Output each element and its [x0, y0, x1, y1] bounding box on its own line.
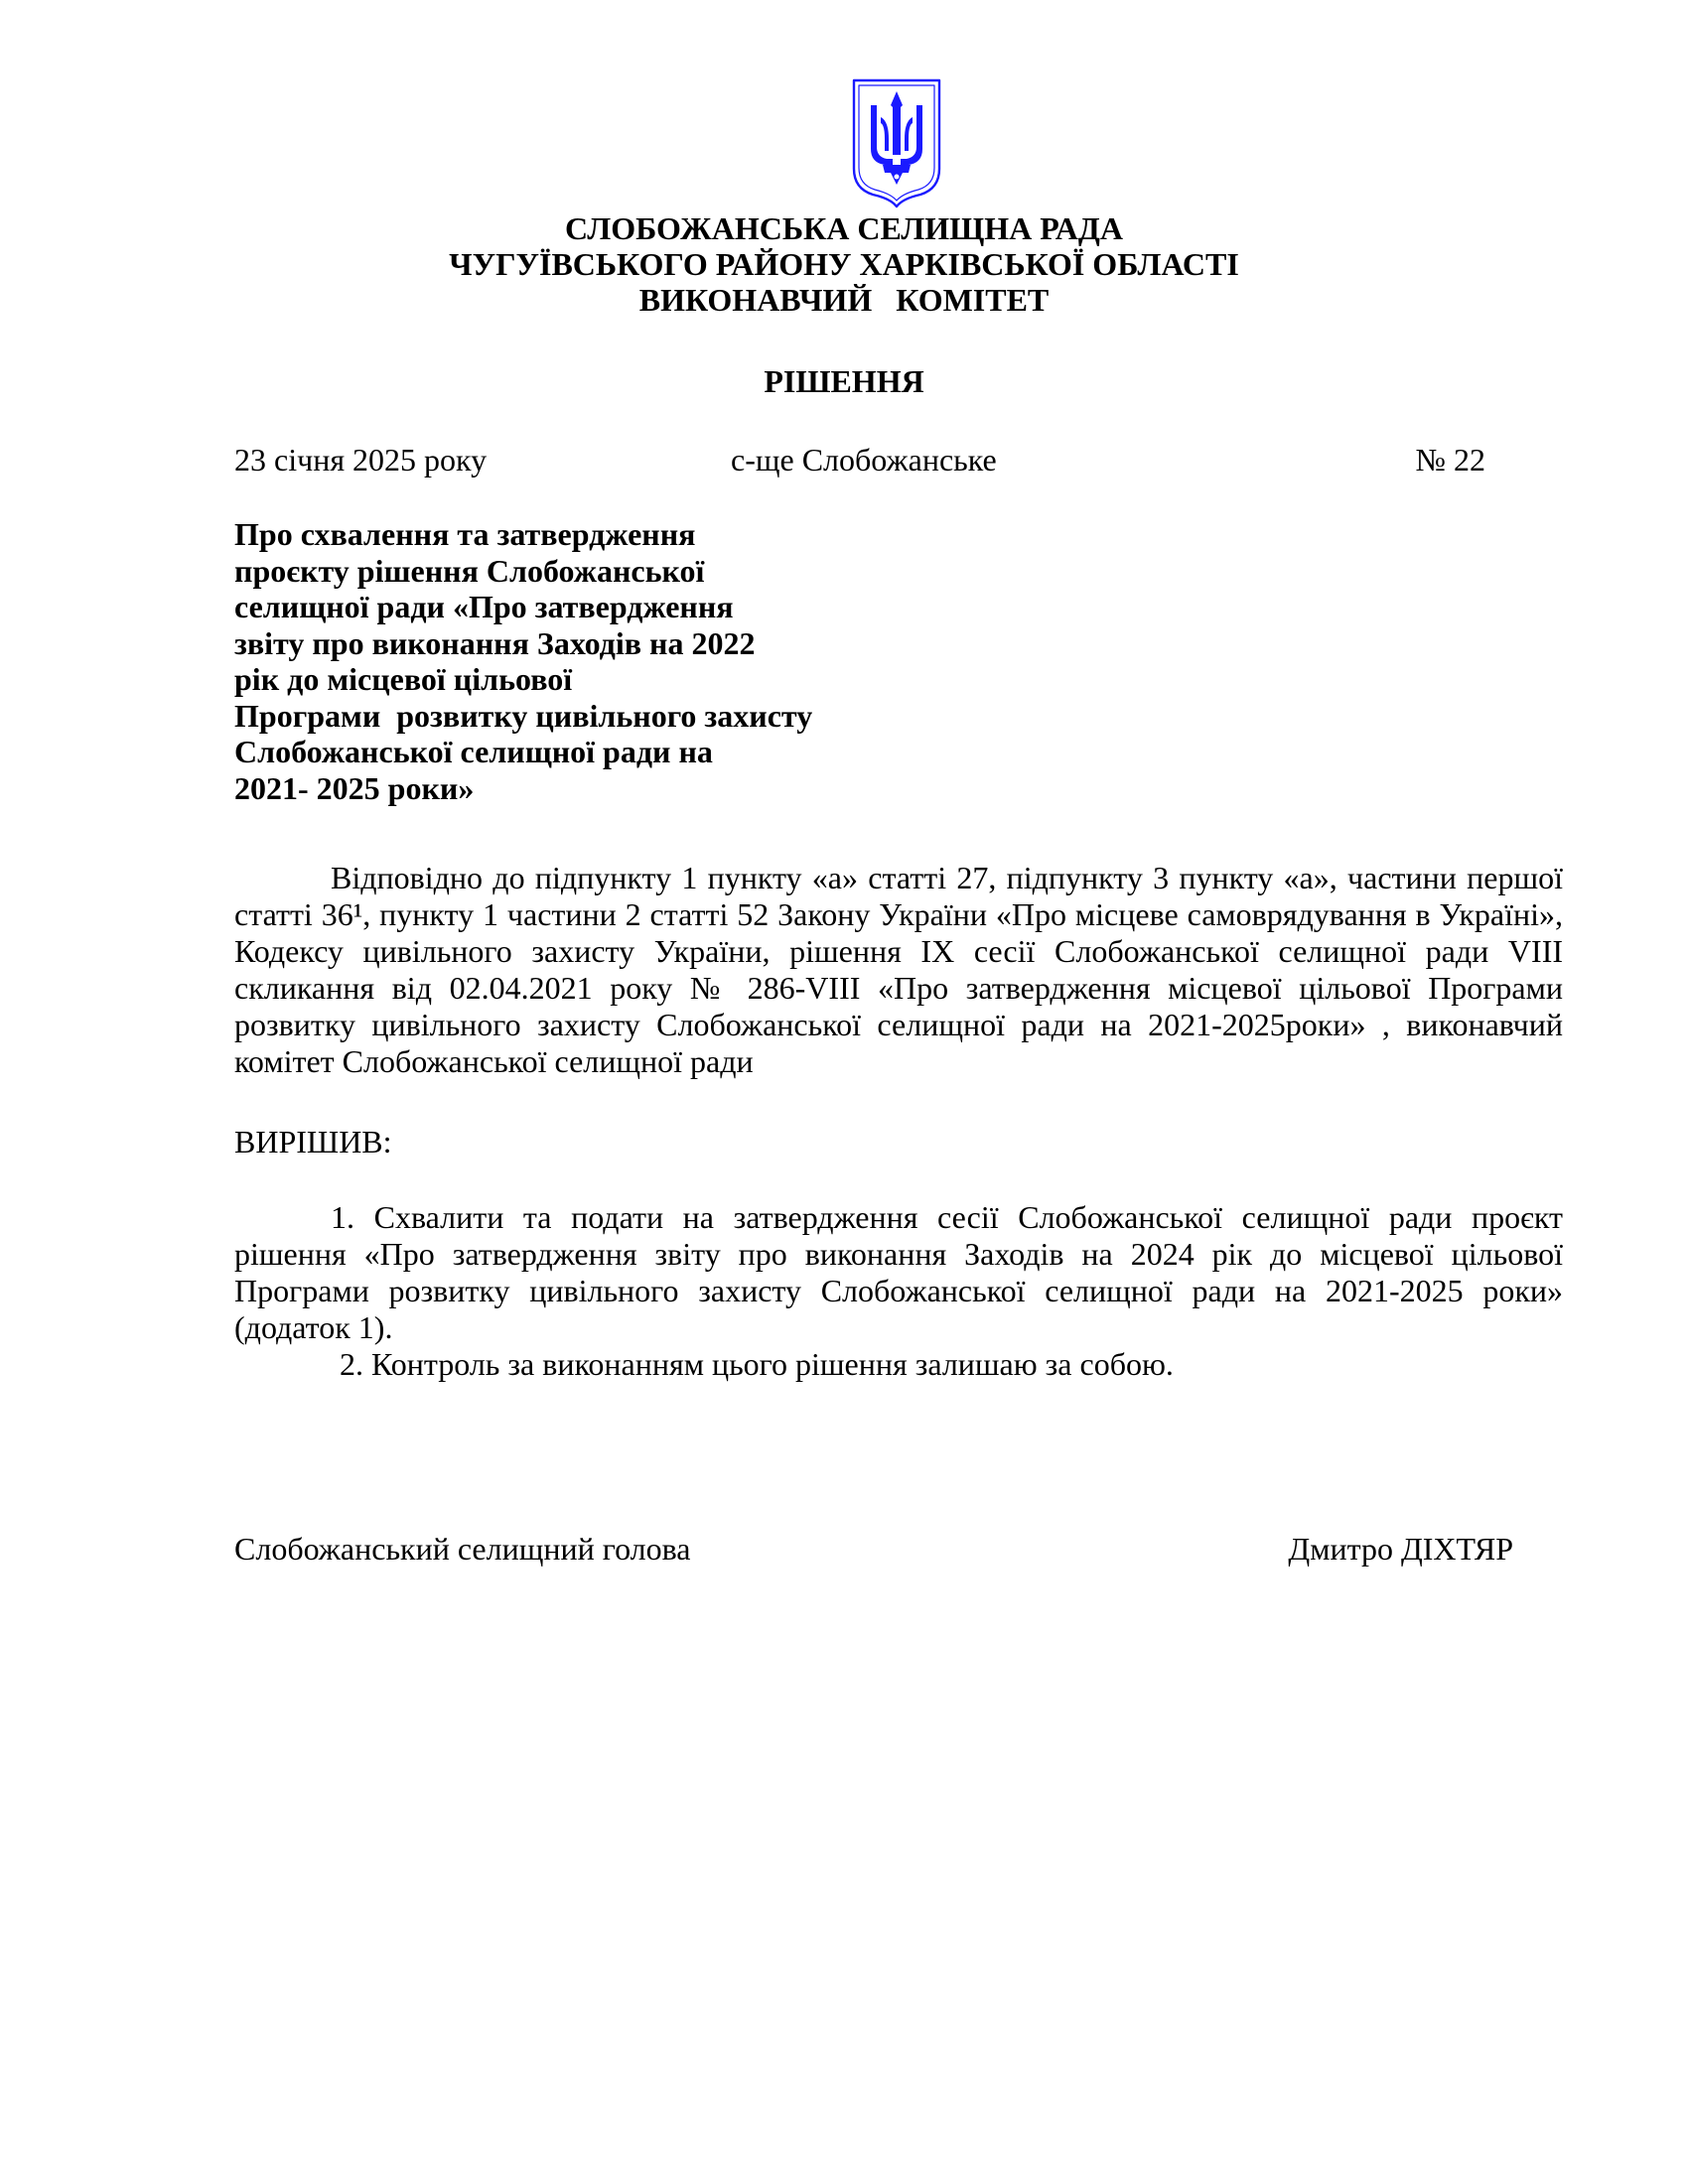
resolution-item-2: 2. Контроль за виконанням цього рішення залишаю за собою.	[340, 1346, 1174, 1382]
subject-line: Програми розвитку цивільного захисту	[234, 697, 813, 734]
header-line-district: ЧУГУЇВСЬКОГО РАЙОНУ ХАРКІВСЬКОЇ ОБЛАСТІ	[449, 246, 1239, 282]
preamble-text: Відповідно до підпункту 1 пункту «а» статті 27, підпункту 3 пункту «а», частини першої статті 36¹, пункту 1 частини 2 статті 52 Закону України «Про місцеве самоврядування в Україні», Кодексу цивільного захисту України, рішення IX сесії Слобожанської селищної ради VIII скликання від 02.04.2021 року № 286-VIII «Про затвердження місцевої цільової Програми розвитку цивільного захисту Слобожанської селищної ради на 2021-2025роки» , виконавчий комітет Слобожанської селищної ради	[234, 860, 1563, 1079]
subject-line: Слобожанської селищної ради на	[234, 734, 713, 769]
subject-line: 2021- 2025 роки»	[234, 769, 475, 806]
signatory-name: Дмитро ДІХТЯР	[1288, 1531, 1513, 1567]
document-subject	[234, 516, 870, 806]
document-place: с-ще Слобожанське	[731, 442, 997, 478]
document-meta	[234, 442, 1485, 481]
signature-block	[234, 1531, 1513, 1570]
signatory-position: Слобожанський селищний голова	[234, 1531, 691, 1567]
document-number: № 22	[1415, 442, 1485, 478]
document-title: РІШЕННЯ	[764, 363, 924, 399]
subject-line: селищної ради «Про затвердження	[234, 589, 734, 624]
subject-line: Про схвалення та затвердження	[234, 516, 696, 552]
header-line-committee: ВИКОНАВЧИЙ КОМІТЕТ	[638, 282, 1050, 318]
resolved-heading: ВИРІШИВ:	[234, 1124, 392, 1160]
subject-line: проєкту рішення Слобожанської	[234, 552, 705, 589]
resolution-item-1	[234, 1199, 1563, 1346]
subject-line: звіту про виконання Заходів на 2022	[234, 624, 756, 661]
document-date: 23 січня 2025 року	[234, 442, 488, 478]
subject-line: рік до місцевої цільової	[234, 661, 573, 697]
preamble-paragraph	[234, 860, 1563, 1080]
header-line-council: СЛОБОЖАНСЬКА СЕЛИЩНА РАДА	[565, 210, 1123, 246]
organization-header	[0, 210, 1688, 318]
resolution-item-text: 1. Схвалити та подати на затвердження сесії Слобожанської селищної ради проєкт рішення «Про затвердження звіту про виконання Заходів на 2024 рік до місцевої цільової Програми розвитку цивільного захисту Слобожанської селищної ради на 2021-2025 роки» (додаток 1).	[234, 1199, 1563, 1345]
trident-coat-of-arms-icon	[851, 77, 942, 208]
